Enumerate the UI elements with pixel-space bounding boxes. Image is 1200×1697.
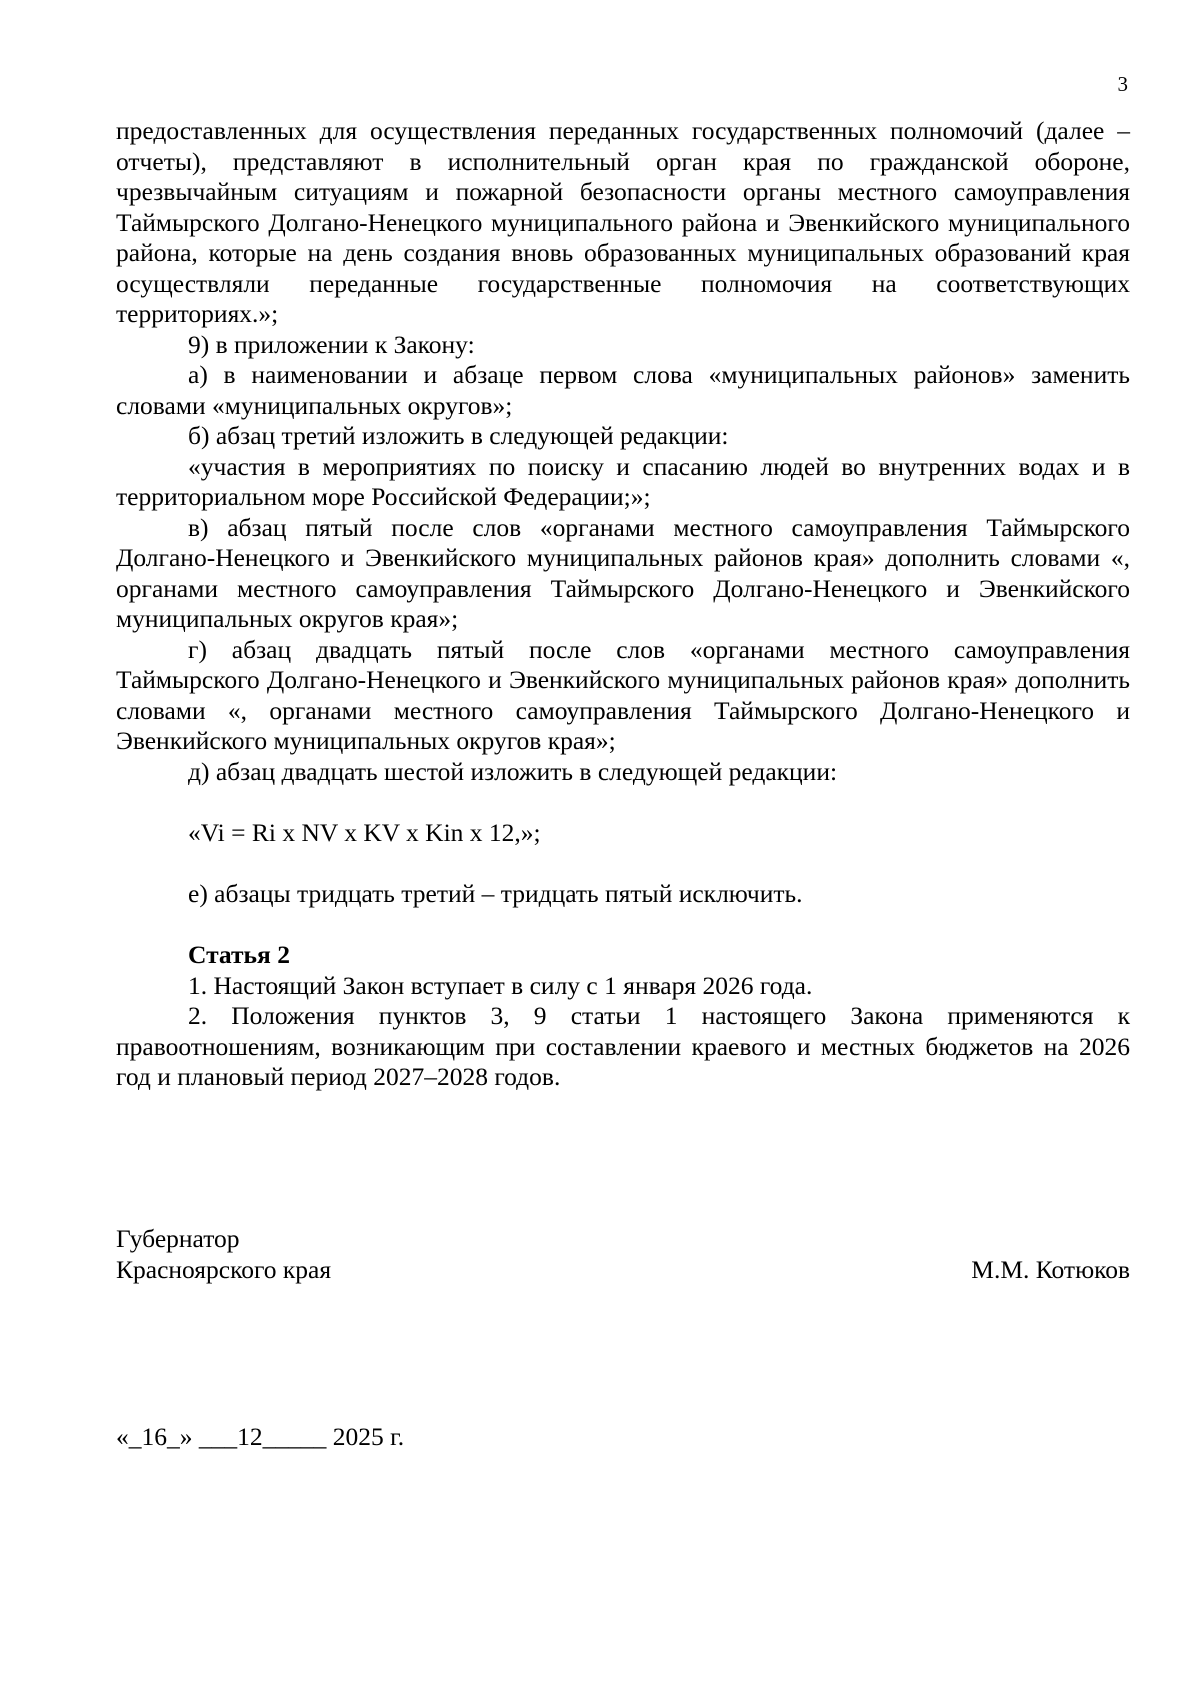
paragraph-item-9: 9) в приложении к Закону: bbox=[188, 329, 475, 359]
paragraph-item-9d: д) абзац двадцать шестой изложить в следующей редакции: bbox=[188, 756, 838, 786]
paragraph-item-9v: в) абзац пятый после слов «органами местного самоуправления Таймырского Долгано-Ненецкого и Эвенкийского муниципальных районов края» дополнить словами «, органами местного самоуправления Таймырского Долгано-Ненецкого и Эвенкийского муниципальных округов края»; bbox=[116, 512, 1130, 633]
document-body bbox=[116, 116, 1130, 1093]
signatory-name: М.М. Котюков bbox=[971, 1254, 1130, 1284]
paragraph-item-9a: а) в наименовании и абзаце первом слова «муниципальных районов» заменить словами «муниципальных округов»; bbox=[116, 360, 1130, 420]
paragraph-item-9g: г) абзац двадцать пятый после слов «органами местного самоуправления Таймырского Долгано-Ненецкого и Эвенкийского муниципальных районов края» дополнить словами «, органами местного самоуправления Таймырского Долгано-Ненецкого и Эвенкийского муниципальных округов края»; bbox=[116, 634, 1130, 755]
article-2-point-2: 2. Положения пунктов 3, 9 статьи 1 настоящего Закона применяются к правоотношениям, возникающим при составлении краевого и местных бюджетов на 2026 год и плановый период 2027–2028 годов. bbox=[116, 1001, 1130, 1091]
signatory-title-line-1: Губернатор bbox=[116, 1224, 240, 1253]
paragraph-item-9b: б) абзац третий изложить в следующей редакции: bbox=[188, 421, 729, 450]
paragraph-item-9b-quote: «участия в мероприятиях по поиску и спасанию людей во внутренних водах и в территориальном море Российской Федерации;»; bbox=[116, 451, 1130, 511]
paragraph-continuation: предоставленных для осуществления переданных государственных полномочий (далее – отчеты), представляют в исполнительный орган края по гражданской обороне, чрезвычайным ситуациям и пожарной безопасности органы местного самоуправления Таймырского Долгано-Ненецкого муниципального района и Эвенкийского муниципального района, которые на день создания вновь образованных муниципальных образований края осуществляли переданные государственные полномочия на соответствующих территориях.»; bbox=[116, 116, 1130, 328]
page-number: 3 bbox=[1117, 72, 1128, 96]
article-2-point-1: 1. Настоящий Закон вступает в силу с 1 января 2026 года. bbox=[188, 970, 813, 1000]
article-2-heading: Статья 2 bbox=[188, 940, 290, 969]
signature-row bbox=[116, 1255, 1130, 1286]
formula: «Vi = Ri x NV x KV x Kin x 12,»; bbox=[188, 818, 541, 847]
signing-date: «_16_» ___12_____ 2025 г. bbox=[116, 1422, 405, 1451]
signature-block bbox=[116, 1224, 1130, 1285]
signatory-title-line-2: Красноярского края bbox=[116, 1254, 332, 1284]
paragraph-item-9e: е) абзацы тридцать третий – тридцать пятый исключить. bbox=[188, 878, 803, 908]
